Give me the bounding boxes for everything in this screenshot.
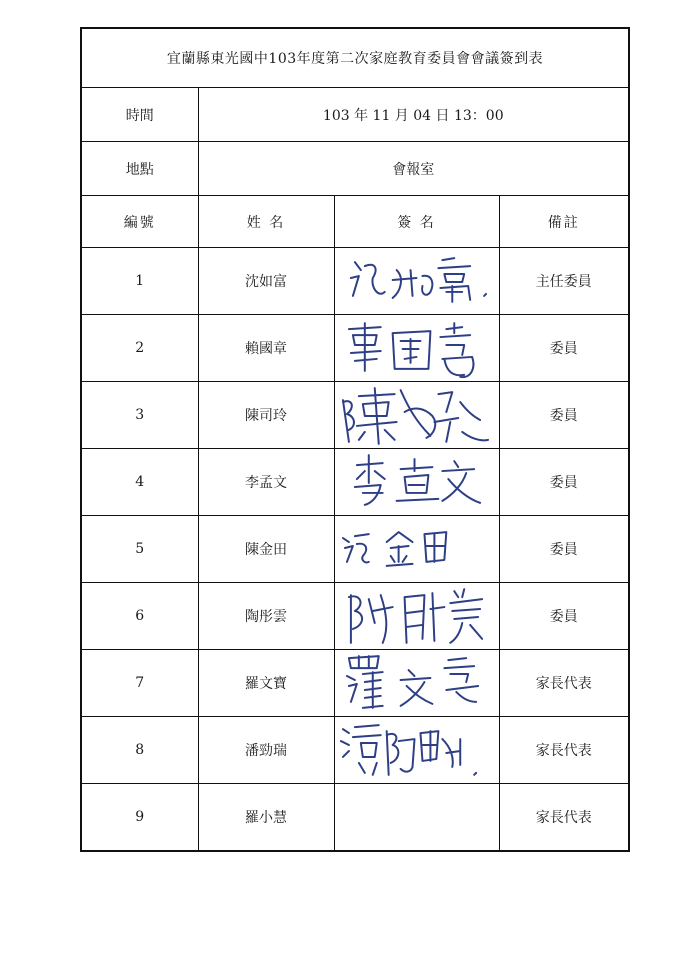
- handwritten-signature: [335, 449, 499, 515]
- place-value: 會報室: [198, 142, 629, 196]
- row-name: 陳司玲: [198, 382, 334, 449]
- header-note: 備註: [499, 196, 629, 248]
- table-row: [81, 315, 629, 382]
- row-note: 主任委員: [499, 248, 629, 315]
- table-row: [81, 784, 629, 852]
- table-row: [81, 583, 629, 650]
- signature-cell: [334, 449, 499, 516]
- row-number: 9: [81, 784, 198, 852]
- handwritten-signature: [335, 516, 499, 582]
- signature-cell: [334, 516, 499, 583]
- header-signature: 簽 名: [334, 196, 499, 248]
- signature-cell: [334, 583, 499, 650]
- header-number: 編號: [81, 196, 198, 248]
- row-name: 沈如富: [198, 248, 334, 315]
- handwritten-signature: [335, 248, 499, 314]
- table-row: [81, 516, 629, 583]
- handwritten-signature: [335, 717, 499, 783]
- signature-cell: [334, 315, 499, 382]
- handwritten-signature: [335, 315, 499, 381]
- row-number: 2: [81, 315, 198, 382]
- row-number: 7: [81, 650, 198, 717]
- row-number: 3: [81, 382, 198, 449]
- row-note: 委員: [499, 382, 629, 449]
- row-note: 委員: [499, 315, 629, 382]
- row-note: 家長代表: [499, 784, 629, 852]
- row-name: 潘勁瑞: [198, 717, 334, 784]
- row-note: 家長代表: [499, 650, 629, 717]
- signature-cell: [334, 717, 499, 784]
- handwritten-signature: [335, 650, 499, 716]
- row-note: 委員: [499, 449, 629, 516]
- document-title: 宜蘭縣東光國中103年度第二次家庭教育委員會會議簽到表: [81, 28, 629, 88]
- row-number: 6: [81, 583, 198, 650]
- row-number: 4: [81, 449, 198, 516]
- table-row: [81, 248, 629, 315]
- table-row: [81, 717, 629, 784]
- row-number: 1: [81, 248, 198, 315]
- row-name: 羅文寶: [198, 650, 334, 717]
- row-number: 5: [81, 516, 198, 583]
- row-name: 李孟文: [198, 449, 334, 516]
- row-name: 陶彤雲: [198, 583, 334, 650]
- row-name: 羅小慧: [198, 784, 334, 852]
- row-note: 委員: [499, 516, 629, 583]
- signature-cell: [334, 650, 499, 717]
- row-number: 8: [81, 717, 198, 784]
- table-row: [81, 382, 629, 449]
- time-value: 103 年 11 月 04 日 13：00: [198, 88, 629, 142]
- signature-cell: [334, 248, 499, 315]
- place-label: 地點: [81, 142, 198, 196]
- signature-cell: [334, 382, 499, 449]
- header-name: 姓 名: [198, 196, 334, 248]
- table-row: [81, 449, 629, 516]
- signature-cell: [334, 784, 499, 852]
- handwritten-signature: [335, 382, 499, 448]
- table-row: [81, 650, 629, 717]
- handwritten-signature: [335, 583, 499, 649]
- attendance-table: [80, 27, 630, 852]
- row-name: 陳金田: [198, 516, 334, 583]
- row-note: 委員: [499, 583, 629, 650]
- time-label: 時間: [81, 88, 198, 142]
- sign-in-sheet: [80, 27, 628, 852]
- row-name: 賴國章: [198, 315, 334, 382]
- row-note: 家長代表: [499, 717, 629, 784]
